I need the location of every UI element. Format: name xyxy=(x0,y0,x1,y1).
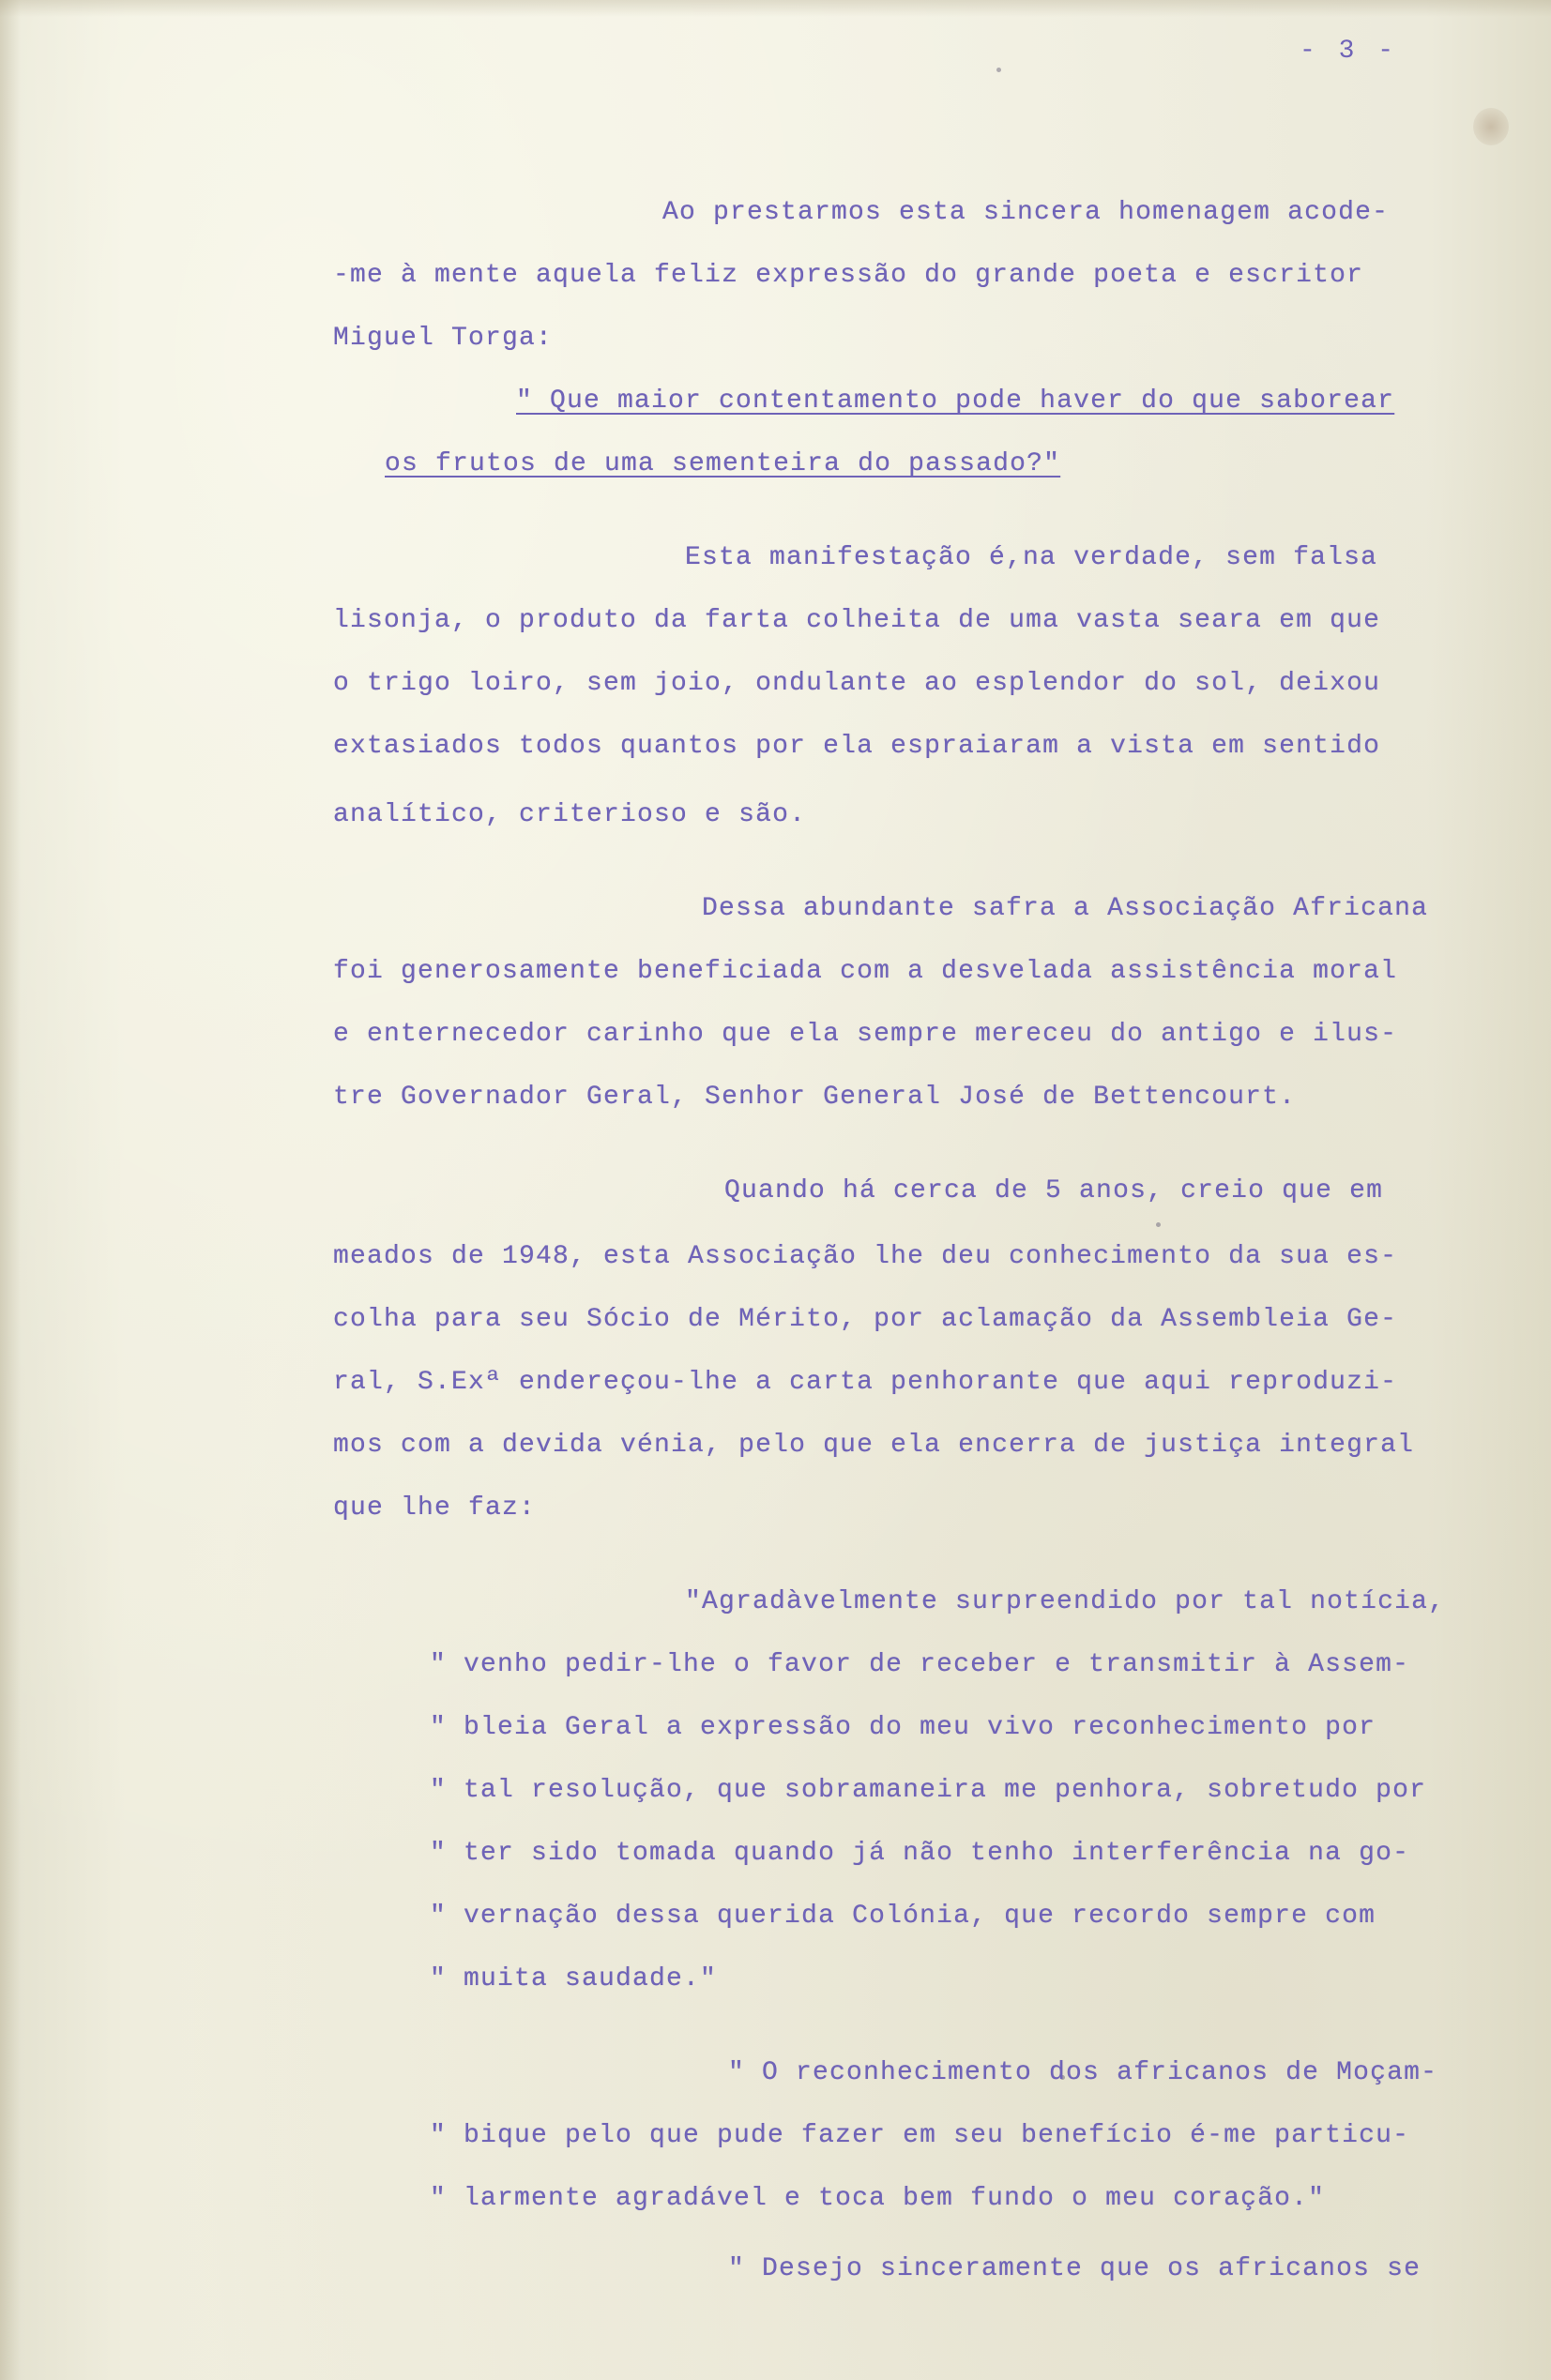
text-line: Quando há cerca de 5 anos, creio que em xyxy=(724,1176,1384,1205)
text-line: analítico, criterioso e são. xyxy=(333,800,807,829)
text-line: ral, S.Exª endereçou-lhe a carta penhorante que aqui reproduzi- xyxy=(333,1368,1398,1397)
text-line: Ao prestarmos esta sincera homenagem acode- xyxy=(662,198,1390,227)
letter-quote-line: " vernação dessa querida Colónia, que recordo sempre com xyxy=(430,1902,1376,1931)
letter-quote-line: " ter sido tomada quando já não tenho interferência na go- xyxy=(430,1839,1410,1868)
text-line: colha para seu Sócio de Mérito, por aclamação da Assembleia Ge- xyxy=(333,1305,1398,1334)
text-line: mos com a devida vénia, pelo que ela encerra de justiça integral xyxy=(333,1431,1415,1460)
underlined-quote-line: " Que maior contentamento pode haver do que saborear xyxy=(516,387,1395,416)
text-line: Miguel Torga: xyxy=(333,324,554,353)
text-line: extasiados todos quantos por ela espraiaram a vista em sentido xyxy=(333,732,1381,761)
text-line: o trigo loiro, sem joio, ondulante ao esplendor do sol, deixou xyxy=(333,669,1381,698)
text-line: e enternecedor carinho que ela sempre mereceu do antigo e ilus- xyxy=(333,1020,1398,1049)
paper-speck xyxy=(996,68,1001,72)
letter-quote-line: " Desejo sinceramente que os africanos se xyxy=(728,2254,1422,2283)
letter-quote-line: " venho pedir-lhe o favor de receber e transmitir à Assem- xyxy=(430,1650,1410,1679)
paper-edge-shadow-top xyxy=(0,0,1551,17)
letter-quote-line: " muita saudade." xyxy=(430,1964,718,1993)
text-line: lisonja, o produto da farta colheita de uma vasta seara em que xyxy=(333,606,1381,635)
letter-quote-line: " larmente agradável e toca bem fundo o meu coração." xyxy=(430,2184,1326,2213)
text-line: -me à mente aquela feliz expressão do grande poeta e escritor xyxy=(333,261,1364,290)
text-line: Dessa abundante safra a Associação Africana xyxy=(702,894,1429,923)
text-line: meados de 1948, esta Associação lhe deu conhecimento da sua es- xyxy=(333,1242,1398,1271)
text-line: Esta manifestação é,na verdade, sem falsa xyxy=(685,543,1378,572)
paper-edge-shadow-left xyxy=(0,0,21,2380)
underlined-quote-line: os frutos de uma sementeira do passado?" xyxy=(385,449,1061,478)
text-line: tre Governador Geral, Senhor General José de Bettencourt. xyxy=(333,1083,1297,1112)
text-line: foi generosamente beneficiada com a desvelada assistência moral xyxy=(333,957,1398,986)
paper-stain xyxy=(1473,108,1509,145)
letter-quote-line: " bique pelo que pude fazer em seu benefício é-me particu- xyxy=(430,2121,1410,2150)
text-line: que lhe faz: xyxy=(333,1493,537,1523)
letter-quote-line: "Agradàvelmente surpreendido por tal notícia, xyxy=(685,1587,1446,1616)
page-number: - 3 - xyxy=(1300,37,1398,66)
letter-quote-line: " bleia Geral a expressão do meu vivo reconhecimento por xyxy=(430,1713,1376,1742)
letter-quote-line: " tal resolução, que sobramaneira me penhora, sobretudo por xyxy=(430,1776,1427,1805)
letter-quote-line: " O reconhecimento dos africanos de Moçam- xyxy=(728,2058,1438,2087)
paper-speck xyxy=(1156,1222,1161,1227)
